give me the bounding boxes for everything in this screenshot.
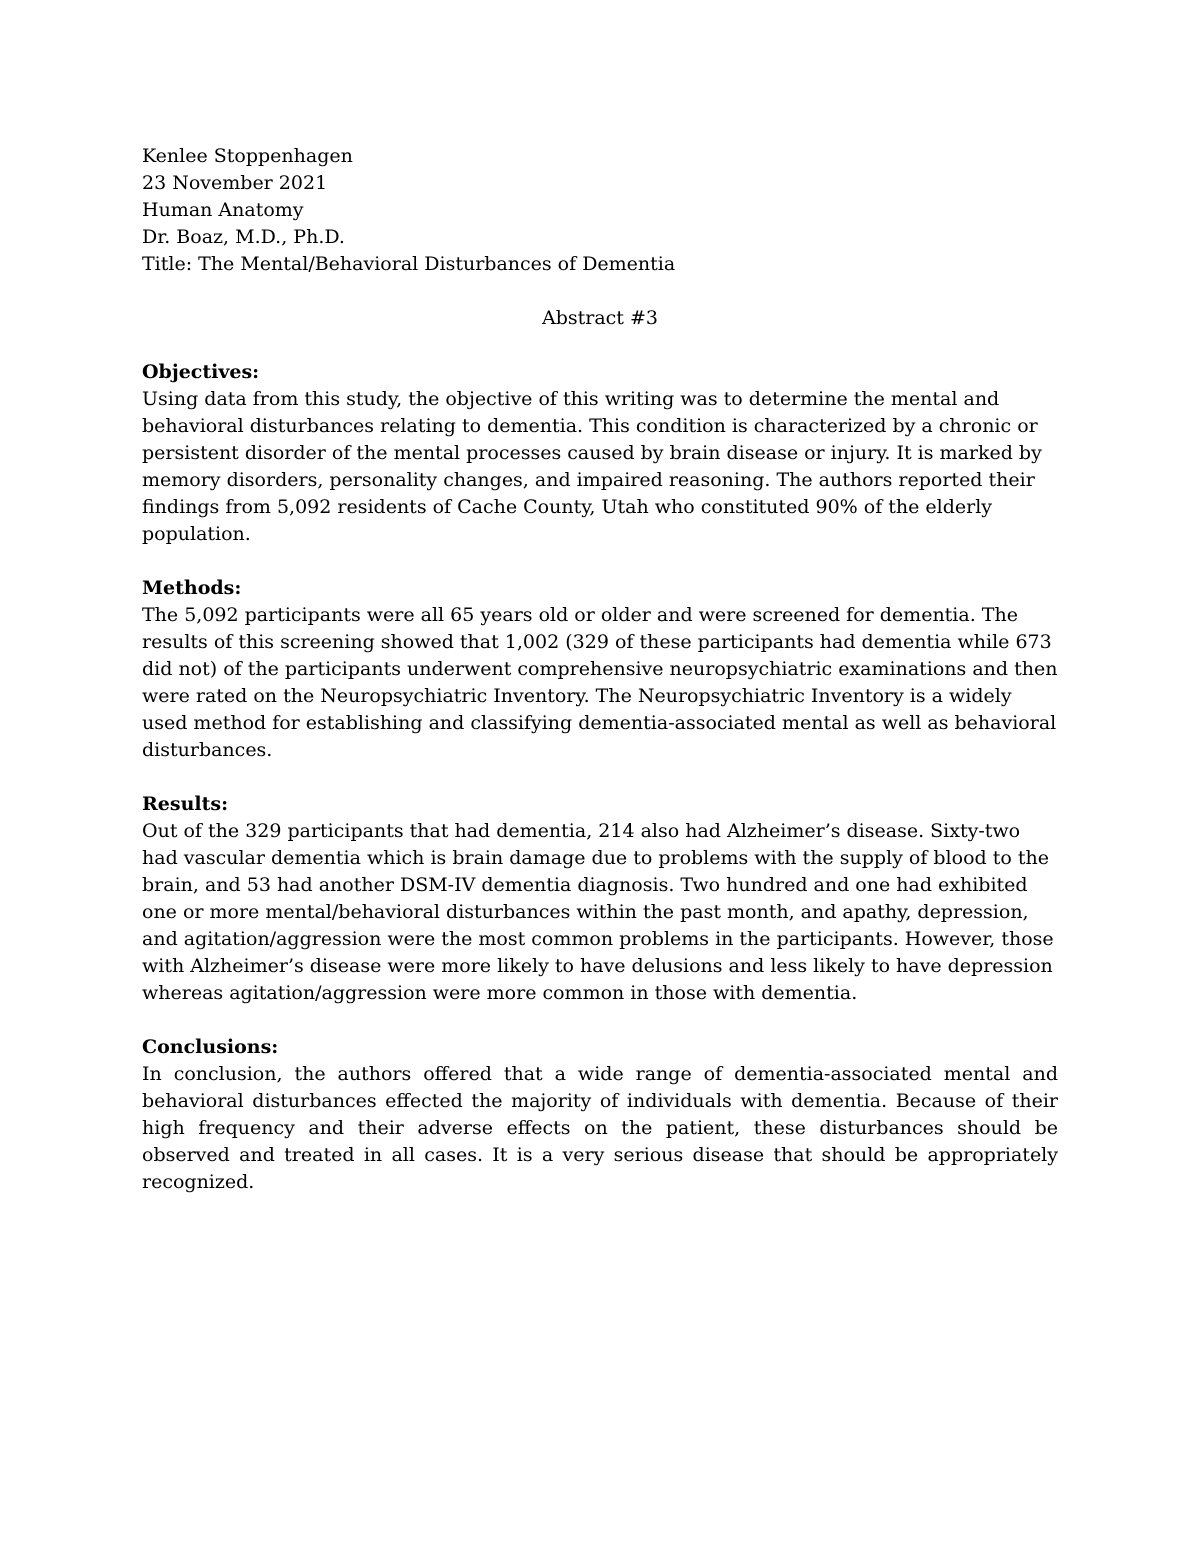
course-name: Human Anatomy <box>142 199 304 221</box>
instructor-name: Dr. Boaz, M.D., Ph.D. <box>142 226 345 248</box>
header-block <box>142 143 1058 278</box>
objectives-body: Using data from this study, the objective of this writing was to determine the mental and behavioral disturbances relating to dementia. This condition is characterized by a chronic or persistent disorder of the mental processes caused by brain disease or injury. It is marked by memory disorders, personality changes, and impaired reasoning. The authors reported their findings from 5,092 residents of Cache County, Utah who constituted 90% of the elderly population. <box>142 388 1042 545</box>
objectives-heading: Objectives: <box>142 361 260 383</box>
document-page <box>142 143 1058 1223</box>
conclusions-section <box>142 1034 1058 1196</box>
paper-title: Title: The Mental/Behavioral Disturbances of Dementia <box>142 253 676 275</box>
abstract-title: Abstract #3 <box>541 307 658 329</box>
objectives-section <box>142 359 1058 548</box>
methods-heading: Methods: <box>142 577 242 599</box>
results-heading: Results: <box>142 793 229 815</box>
results-section <box>142 791 1058 1007</box>
conclusions-body: In conclusion, the authors offered that a wide range of dementia-associated mental and behavioral disturbances effected the majority of individuals with dementia. Because of their high frequency and their adverse effects on the patient, these disturbances should be observed and treated in all cases. It is a very serious disease that should be appropriately recognized. <box>142 1063 1058 1193</box>
results-body: Out of the 329 participants that had dementia, 214 also had Alzheimer’s disease. Sixty-two had vascular dementia which is brain damage due to problems with the supply of blood to the brain, and 53 had another DSM-IV dementia diagnosis. Two hundred and one had exhibited one or more mental/behavioral disturbances within the past month, and apathy, depression, and agitation/aggression were the most common problems in the participants. However, those with Alzheimer’s disease were more likely to have delusions and less likely to have depression whereas agitation/aggression were more common in those with dementia. <box>142 820 1054 1004</box>
document-date: 23 November 2021 <box>142 172 328 194</box>
methods-section <box>142 575 1058 764</box>
conclusions-heading: Conclusions: <box>142 1036 279 1058</box>
methods-body: The 5,092 participants were all 65 years old or older and were screened for dementia. The results of this screening showed that 1,002 (329 of these participants had dementia while 673 did not) of the participants underwent comprehensive neuropsychiatric examinations and then were rated on the Neuropsychiatric Inventory. The Neuropsychiatric Inventory is a widely used method for establishing and classifying dementia-associated mental as well as behavioral disturbances. <box>142 604 1058 761</box>
author-name: Kenlee Stoppenhagen <box>142 145 353 167</box>
